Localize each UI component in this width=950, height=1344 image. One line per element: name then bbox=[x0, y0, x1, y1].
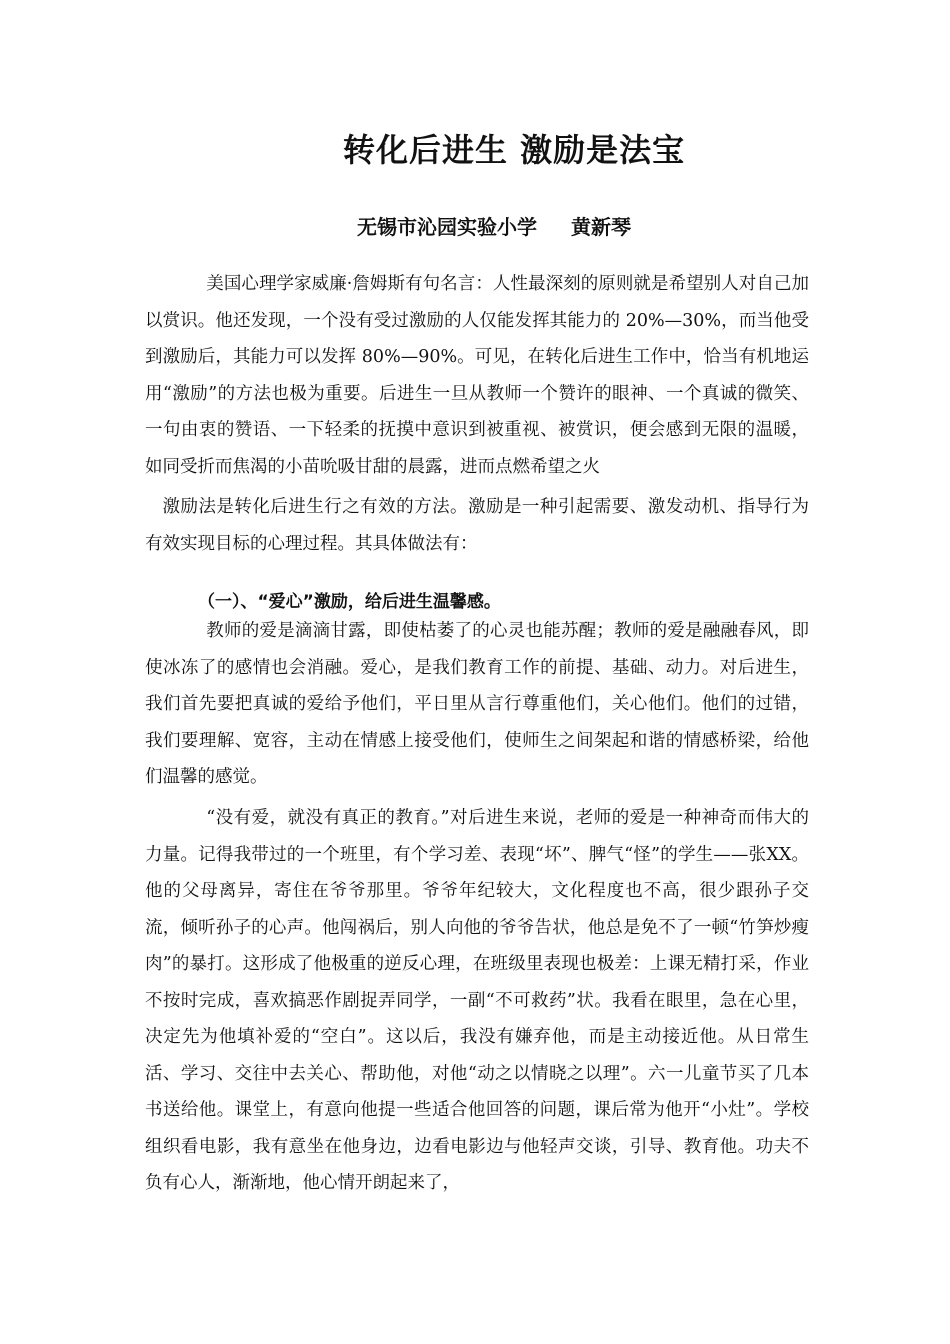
paragraph-story: “没有爱，就没有真正的教育。”对后进生来说，老师的爱是一种神奇而伟大的力量。记得我带过的一个班里，有个学习差、表现“坏”、脾气“怪”的学生——张XX。他的父母离异，寄住在爷爷那里。爷爷年纪较大，文化程度也不高，很少跟孙子交流，倾听孙子的心声。他闯祸后，别人向他的爷爷告状，他总是免不了一顿“竹笋炒瘦肉”的暴打。这形成了他极重的逆反心理，在班级里表现也极差：上课无精打采，作业不按时完成，喜欢搞恶作剧捉弄同学，一副“不可救药”状。我看在眼里，急在心里，决定先为他填补爱的“空白”。这以后，我没有嫌弃他，而是主动接近他。从日常生活、学习、交往中去关心、帮助他，对他“动之以情晓之以理”。六一儿童节买了几本书送给他。课堂上，有意向他提一些适合他回答的问题，课后常为他开“小灶”。学校组织看电影，我有意坐在他身边，边看电影边与他轻声交谈，引导、教育他。功夫不负有心人，渐渐地，他心情开朗起来了， bbox=[145, 808, 809, 1193]
document-title-text: 转化后进生 激励是法宝 bbox=[343, 131, 686, 169]
paragraph-love: 教师的爱是滴滴甘露，即使枯萎了的心灵也能苏醒；教师的爱是融融春风，即使冰冻了的感情也会消融。爱心，是我们教育工作的前提、基础、动力。对后进生，我们首先要把真诚的爱给予他们，平日里从言行尊重他们，关心他们。他们的过错，我们要理解、宽容，主动在情感上接受他们，使师生之间架起和谐的情感桥梁，给他们温馨的感觉。 bbox=[145, 621, 809, 787]
love-block bbox=[145, 613, 809, 796]
school-name: 无锡市沁园实验小学 bbox=[357, 215, 537, 239]
paragraph-method: 激励法是转化后进生行之有效的方法。激励是一种引起需要、激发动机、指导行为有效实现目标的心理过程。其具体做法有： bbox=[145, 497, 809, 554]
document-title bbox=[0, 128, 950, 172]
author-line bbox=[357, 212, 631, 242]
section-heading-1: （一）、“爱心”激励，给后进生温馨感。 bbox=[198, 592, 501, 612]
method-block bbox=[145, 489, 809, 562]
intro-block bbox=[145, 266, 809, 485]
author-name: 黄新琴 bbox=[571, 215, 631, 239]
story-block bbox=[145, 800, 809, 1202]
paragraph-intro: 美国心理学家威廉·詹姆斯有句名言：人性最深刻的原则就是希望别人对自己加以赏识。他还发现，一个没有受过激励的人仅能发挥其能力的 20%—30%，而当他受到激励后，其能力可以发挥 80%—90%。可见，在转化后进生工作中，恰当有机地运用“激励”的方法也极为重要。后进生一旦从教师一个赞许的眼神、一个真诚的微笑、一句由衷的赞语、一下轻柔的抚摸中意识到被重视、被赏识，便会感到无限的温暖，如同受折而焦渴的小苗吮吸甘甜的晨露，进而点燃希望之火 bbox=[145, 274, 809, 477]
